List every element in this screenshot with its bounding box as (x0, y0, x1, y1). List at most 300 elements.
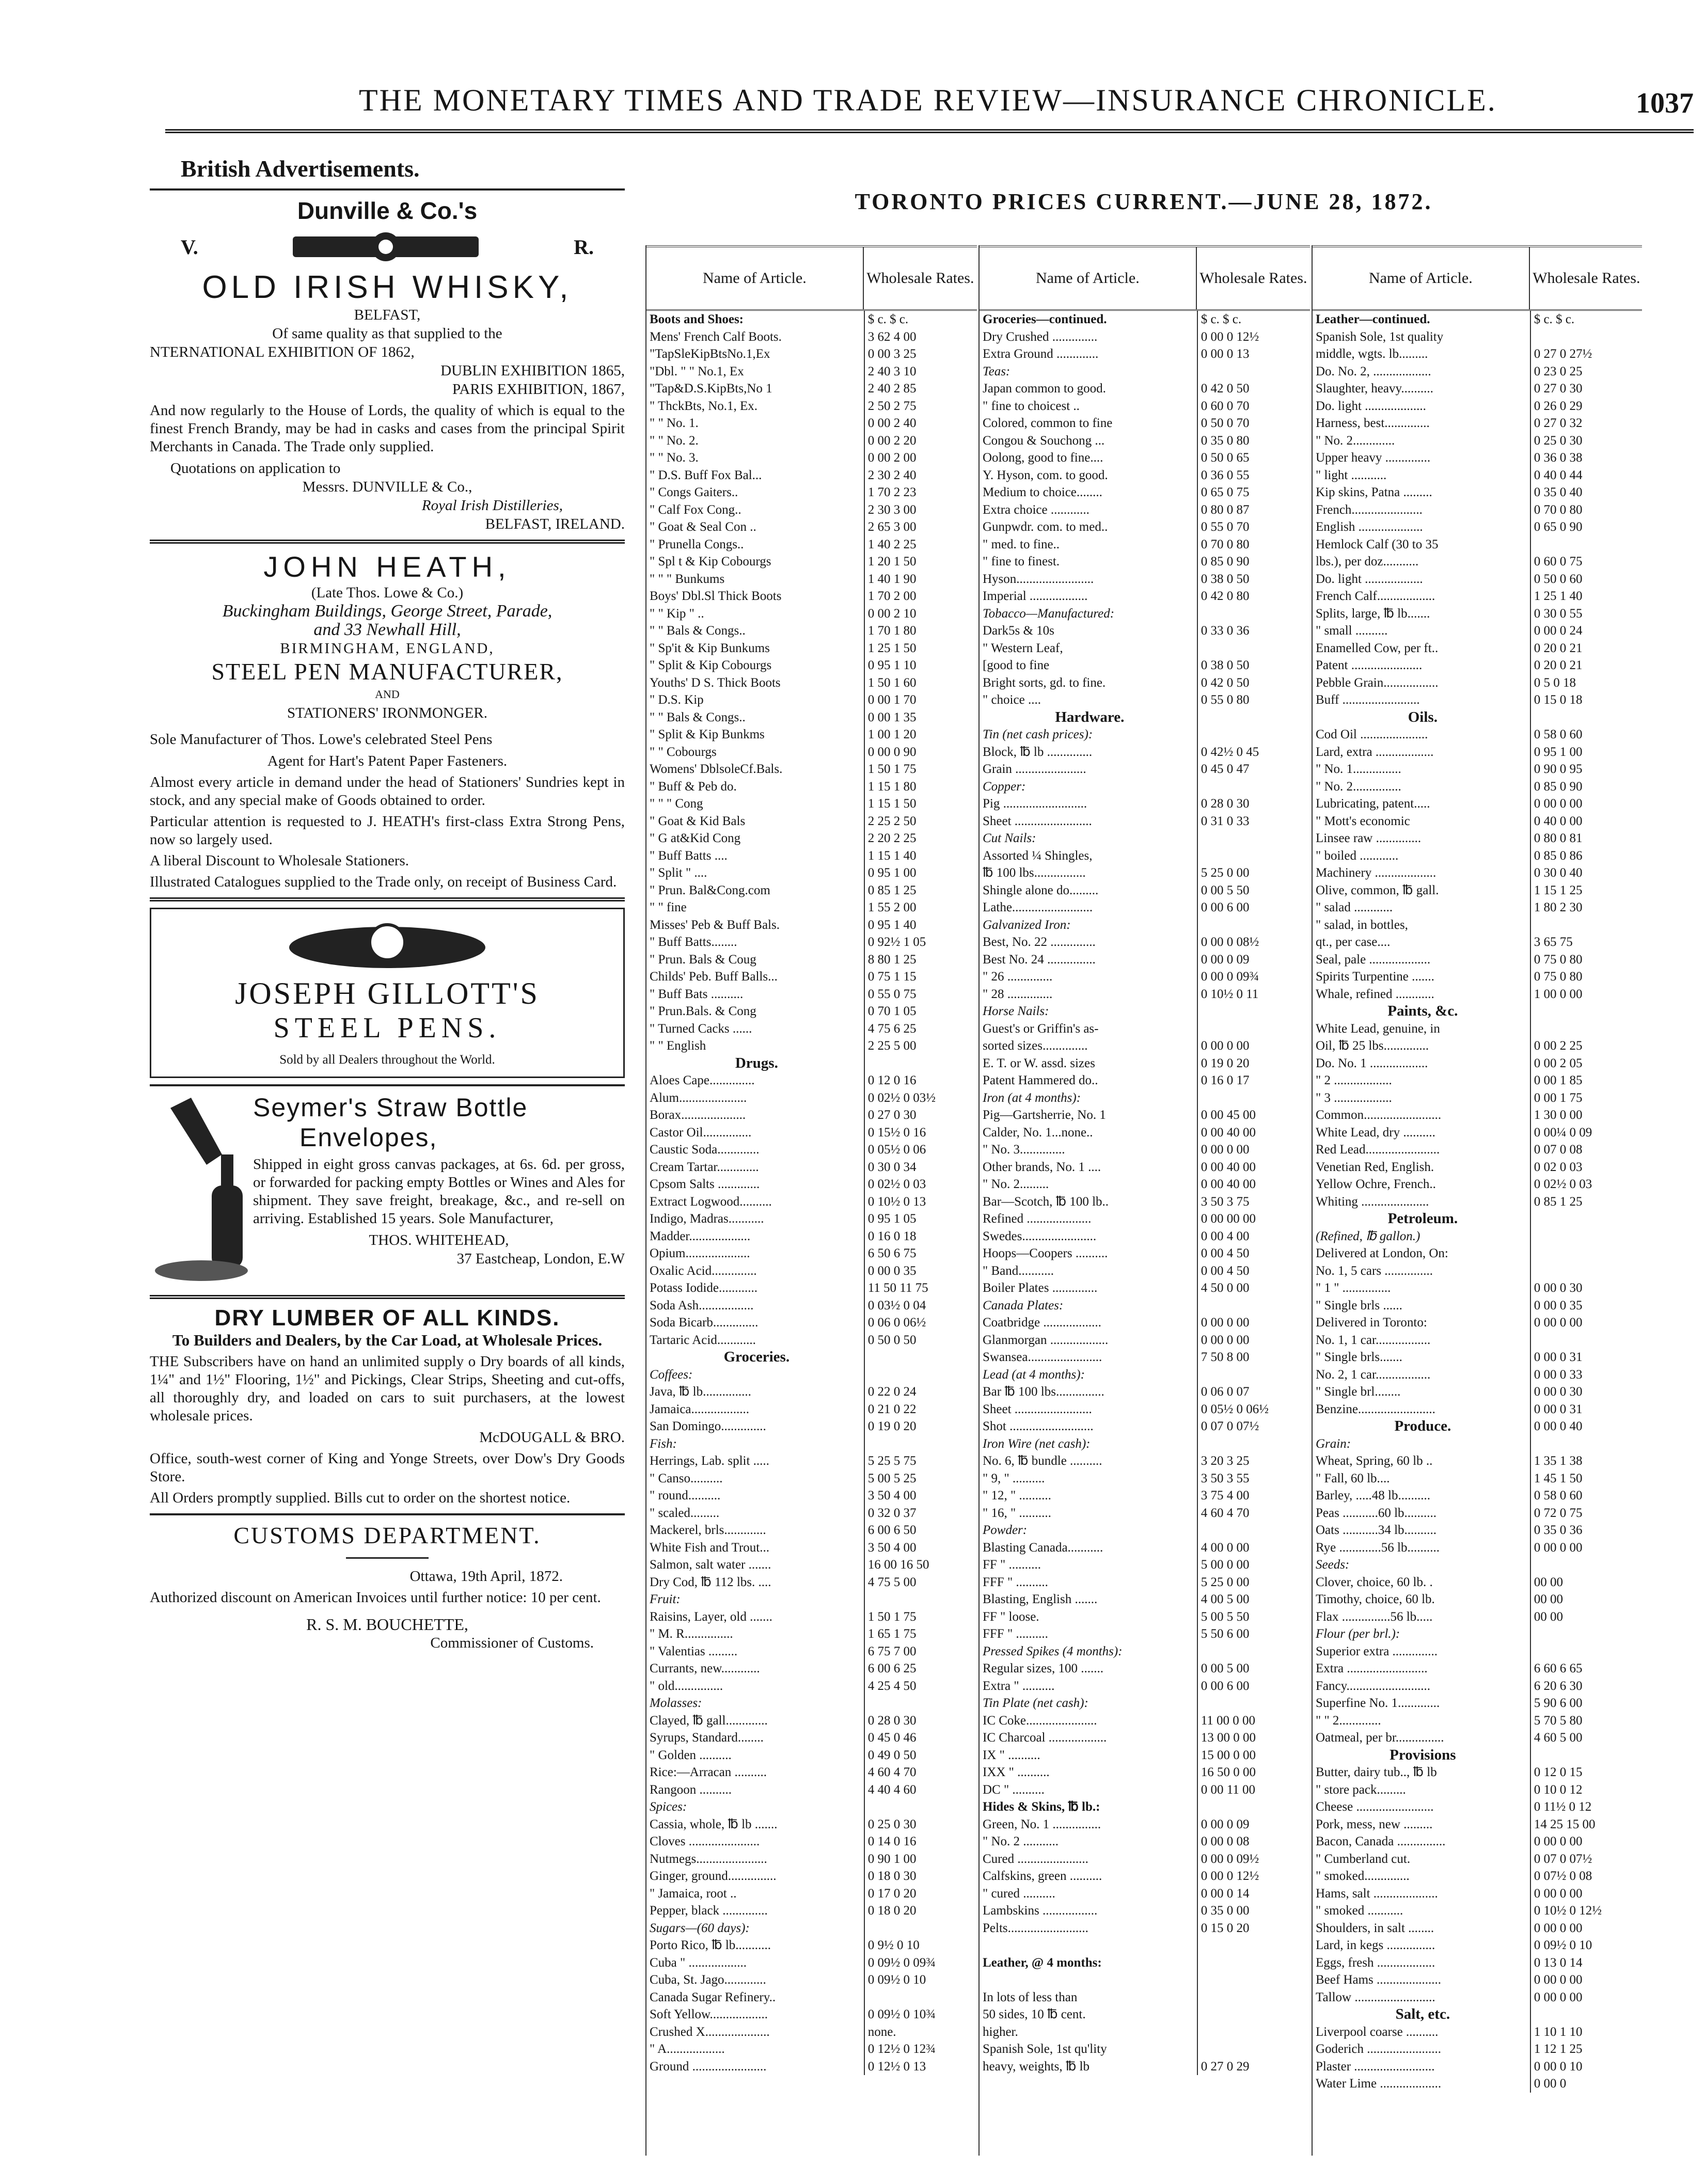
wholesale-rate: 0 00 0 (1530, 2075, 1642, 2093)
heath-address-1: Buckingham Buildings, George Street, Parade, (222, 602, 552, 621)
price-row (646, 588, 977, 605)
gillott-sub: STEEL PENS. (273, 1012, 501, 1044)
article-name: Medium to choice........ (983, 485, 1102, 499)
price-row (980, 1245, 1310, 1262)
wholesale-rate: 0 09½ 0 09¾ (864, 1954, 977, 1972)
wholesale-rate (1530, 1747, 1642, 1764)
price-row (980, 830, 1310, 847)
article-name: Cpsom Salts ............. (650, 1177, 760, 1191)
price-row (980, 1989, 1310, 2006)
price-row (980, 2040, 1310, 2058)
wholesale-rate: 5 00 5 25 (864, 1470, 977, 1487)
price-row (646, 1159, 977, 1176)
wholesale-rate: 3 50 3 55 (1197, 1470, 1310, 1487)
article-name: Best No. 24 ............... (983, 952, 1096, 967)
wholesale-rate (1197, 640, 1310, 657)
article-name: (Refined, ℔ gallon.) (1316, 1229, 1420, 1243)
price-row (646, 1435, 977, 1453)
wholesale-rate: 0 30 0 40 (1530, 864, 1642, 882)
article-name: " smoked ........... (1316, 1904, 1403, 1918)
price-row (1313, 795, 1642, 813)
wholesale-rate: 1 70 2 00 (864, 588, 977, 605)
article-name: " 3 .................. (1316, 1090, 1392, 1105)
price-row (1313, 1850, 1642, 1868)
article-name: Butter, dairy tub.., ℔ lb (1316, 1765, 1437, 1779)
heath-para-3: Almost every article in demand under the head of Stationers' Sundries kept in stock, and any special make of Goods obtained to order. (150, 774, 625, 809)
article-name: " " " Cong (650, 797, 703, 811)
wholesale-rate: 5 25 0 00 (1197, 864, 1310, 882)
price-row (1313, 1037, 1642, 1055)
dunville-signature-2: Royal Irish Distilleries, (421, 497, 563, 514)
wholesale-rate: 4 00 5 00 (1197, 1591, 1310, 1608)
price-row (1313, 830, 1642, 847)
wholesale-rate: 0 00 2 05 (1530, 1055, 1642, 1072)
article-name: White Lead, dry .......... (1316, 1125, 1435, 1140)
wholesale-rate (1197, 1695, 1310, 1712)
price-row (1313, 1106, 1642, 1124)
price-row (646, 1505, 977, 1522)
wholesale-rate: 4 50 0 00 (1197, 1279, 1310, 1297)
article-name: Bar—Scotch, ℔ 100 lb.. (983, 1194, 1109, 1209)
wholesale-rate: 6 00 6 50 (864, 1522, 977, 1539)
wholesale-rate: 11 50 11 75 (864, 1279, 977, 1297)
price-row (980, 761, 1310, 778)
wholesale-rate: 14 25 15 00 (1530, 1816, 1642, 1833)
price-row (1313, 1176, 1642, 1193)
wholesale-rate: 0 00 0 35 (864, 1262, 977, 1280)
price-row (1313, 1210, 1642, 1228)
price-row (1313, 986, 1642, 1003)
article-name: Extract Logwood.......... (650, 1194, 772, 1209)
wholesale-rate: 0 15 0 20 (1197, 1920, 1310, 1937)
article-name: 50 sides, 10 ℔ cent. (983, 2007, 1086, 2021)
wholesale-rate: $ c. $ c. (1197, 311, 1310, 328)
article-name: Do. No. 1 .................. (1316, 1056, 1428, 1070)
price-row (646, 536, 977, 553)
wholesale-rate (1197, 1089, 1310, 1107)
price-row (980, 1660, 1310, 1677)
wholesale-rate: 0 00 11 00 (1197, 1781, 1310, 1799)
price-row (646, 311, 977, 328)
article-name: Childs' Peb. Buff Balls... (650, 970, 778, 984)
wholesale-rate (1197, 1003, 1310, 1020)
wholesale-rate: 0 75 1 15 (864, 968, 977, 986)
wholesale-rate (1197, 1643, 1310, 1660)
wholesale-rate: 3 50 4 00 (864, 1487, 977, 1505)
wholesale-rate: 0 15 0 18 (1530, 691, 1642, 709)
article-name: Paints, &c. (1387, 1003, 1458, 1019)
price-row (1313, 1332, 1642, 1349)
royal-arms-ornament-icon (288, 229, 484, 265)
price-row (1313, 1660, 1642, 1677)
price-row (980, 1003, 1310, 1020)
price-row (980, 328, 1310, 346)
price-row (1313, 1470, 1642, 1487)
wholesale-rate: 3 65 75 (1530, 933, 1642, 951)
article-name: " Buff Batts .... (650, 848, 728, 863)
article-name: Dry Crushed .............. (983, 329, 1098, 344)
wholesale-rate (1530, 916, 1642, 934)
price-row (980, 1798, 1310, 1816)
wholesale-rate: 0 11½ 0 12 (1530, 1798, 1642, 1816)
price-row (980, 1522, 1310, 1539)
article-name: Hams, salt .................... (1316, 1886, 1438, 1901)
wholesale-rate: 2 20 2 25 (864, 830, 977, 847)
price-row (1313, 1539, 1642, 1557)
price-row (646, 518, 977, 536)
page-header (155, 77, 1694, 134)
price-row (1313, 778, 1642, 796)
article-name: Bar ℔ 100 lbs............... (983, 1385, 1104, 1399)
heath-title: JOHN HEATH, (263, 550, 511, 583)
wholesale-rate: 5 00 5 50 (1197, 1608, 1310, 1626)
wholesale-rate: 3 62 4 00 (864, 328, 977, 346)
price-row (1313, 1055, 1642, 1072)
wholesale-rate: 6 60 6 65 (1530, 1660, 1642, 1677)
price-row (646, 1522, 977, 1539)
article-name: Iron (at 4 months): (983, 1090, 1081, 1105)
heath-para-4: Particular attention is requested to J. HEATH's first-class Extra Strong Pens, now so largely used. (150, 813, 625, 848)
wholesale-rate: 0 92½ 1 05 (864, 933, 977, 951)
price-row (1313, 1695, 1642, 1712)
price-row (980, 1279, 1310, 1297)
price-row (1313, 1279, 1642, 1297)
price-row (1313, 518, 1642, 536)
dunville-line1: Of same quality as that supplied to the (272, 325, 502, 342)
article-name: Delivered in Toronto: (1316, 1316, 1427, 1330)
column-header (646, 245, 977, 311)
price-row (646, 1920, 977, 1937)
wholesale-rate (1530, 536, 1642, 553)
wholesale-rate: 2 25 2 50 (864, 813, 977, 830)
customs-body: Authorized discount on American Invoices until further notice: 10 per cent. (150, 1589, 601, 1606)
article-name: Sugars—(60 days): (650, 1921, 750, 1935)
wholesale-rate: 0 00 4 50 (1197, 1245, 1310, 1262)
price-row (1313, 363, 1642, 381)
wholesale-rate: 0 00 45 00 (1197, 1106, 1310, 1124)
price-row (1313, 1902, 1642, 1920)
wholesale-rate: 0 00 1 35 (864, 709, 977, 726)
article-name: " Buff & Peb do. (650, 779, 737, 794)
wholesale-rate: 0 95 1 40 (864, 916, 977, 934)
wholesale-rate (1530, 328, 1642, 346)
wholesale-rate: 0 70 0 80 (1197, 536, 1310, 553)
article-name: Castor Oil............... (650, 1125, 752, 1140)
price-row (980, 1055, 1310, 1072)
wholesale-rate (864, 1591, 977, 1608)
wholesale-rate: 0 00 0 31 (1530, 1401, 1642, 1418)
wholesale-rate: 0 00 0 10 (1530, 2058, 1642, 2076)
seymer-signature-1: THOS. WHITEHEAD, (369, 1232, 509, 1248)
price-row (1313, 1833, 1642, 1850)
price-row (980, 1314, 1310, 1332)
article-name: Rye .............56 lb.......... (1316, 1540, 1440, 1555)
seymer-ad (150, 1093, 625, 1289)
wholesale-rate: 1 35 1 38 (1530, 1452, 1642, 1470)
wholesale-rate: 0 90 1 00 (864, 1850, 977, 1868)
price-row (980, 2006, 1310, 2023)
wholesale-rate: 00 00 (1530, 1608, 1642, 1626)
price-row (1313, 1349, 1642, 1366)
price-row (646, 484, 977, 501)
article-name: Lubricating, patent..... (1316, 797, 1430, 811)
price-row (980, 1089, 1310, 1107)
price-row (1313, 674, 1642, 692)
article-name: Spirits Turpentine ....... (1316, 970, 1434, 984)
article-name: " Split & Kip Cobourgs (650, 658, 772, 672)
heath-para-6: Illustrated Catalogues supplied to the Trade only, on receipt of Business Card. (150, 874, 617, 890)
price-row (980, 933, 1310, 951)
price-row (646, 743, 977, 761)
price-row (1313, 933, 1642, 951)
article-name: Splits, large, ℔ lb....... (1316, 606, 1430, 621)
article-name: Extra Ground ............. (983, 347, 1099, 361)
price-row (1313, 691, 1642, 709)
price-row (646, 1210, 977, 1228)
article-name: Cuba, St. Jago............. (650, 1973, 766, 1987)
article-name: Opium.................... (650, 1246, 750, 1260)
name-of-article-header: Name of Article. (1368, 270, 1473, 287)
price-row (1313, 1920, 1642, 1937)
wholesale-rate: 0 00 1 70 (864, 691, 977, 709)
price-column-2 (978, 245, 1310, 2156)
wholesale-rate: 1 80 2 30 (1530, 899, 1642, 916)
wholesale-rate: 0 00 0 00 (1197, 1332, 1310, 1349)
price-row (646, 778, 977, 796)
price-row (1313, 2040, 1642, 2058)
wholesale-rate (1197, 847, 1310, 865)
seymer-signature-2: 37 Eastcheap, London, E.W (456, 1251, 625, 1267)
article-name: Potass Iodide............ (650, 1281, 758, 1295)
wholesale-rate: 0 35 0 80 (1197, 432, 1310, 450)
article-name: Oxalic Acid.............. (650, 1263, 757, 1278)
gillott-ad (150, 908, 625, 1078)
wholesale-rate: 0 85 0 86 (1530, 847, 1642, 865)
wholesale-rate: 0 85 0 90 (1530, 778, 1642, 796)
article-name: Groceries. (723, 1349, 790, 1365)
wholesale-rate: 0 00 2 25 (1530, 1037, 1642, 1055)
price-row (1313, 761, 1642, 778)
price-row (646, 1833, 977, 1850)
price-row (980, 709, 1310, 726)
wholesale-rate: 0 95 1 00 (864, 864, 977, 882)
article-name: Lard, in kegs ............... (1316, 1938, 1435, 1952)
price-row (1313, 1072, 1642, 1089)
wholesale-rate: 0 00 0 30 (1530, 1279, 1642, 1297)
wholesale-rate: 0 50 0 70 (1197, 415, 1310, 432)
price-row (646, 847, 977, 865)
article-name: " Canso.......... (650, 1471, 723, 1485)
wholesale-rate (1530, 1643, 1642, 1660)
article-name: higher. (983, 2024, 1018, 2039)
price-row (1313, 1401, 1642, 1418)
article-name: Wheat, Spring, 60 lb .. (1316, 1454, 1433, 1468)
price-row (980, 588, 1310, 605)
price-row (1313, 1868, 1642, 1885)
bottle-illustration-icon (150, 1093, 253, 1289)
article-name: " No. 2 ........... (983, 1834, 1059, 1848)
wholesale-rate (864, 1920, 977, 1937)
divider (150, 188, 625, 191)
customs-ad (150, 1522, 625, 1652)
wholesale-rate: 0 23 0 25 (1530, 363, 1642, 381)
wholesale-rate: 2 65 3 00 (864, 518, 977, 536)
article-name: Green, No. 1 ............... (983, 1817, 1101, 1831)
price-row (980, 1452, 1310, 1470)
article-name: Assorted ¼ Shingles, (983, 848, 1093, 863)
price-row (646, 415, 977, 432)
article-name: Cut Nails: (983, 831, 1036, 845)
wholesale-rate: 1 50 1 60 (864, 674, 977, 692)
wholesale-rate (1197, 605, 1310, 623)
customs-title: CUSTOMS DEPARTMENT. (233, 1522, 541, 1548)
price-row (1313, 968, 1642, 986)
wholesale-rate: 1 20 1 50 (864, 553, 977, 571)
wholesale-rate: 0 00¼ 0 09 (1530, 1124, 1642, 1142)
article-name: Lead (at 4 months): (983, 1367, 1085, 1382)
wholesale-rate: 0 31 0 33 (1197, 813, 1310, 830)
article-name: English .................... (1316, 520, 1423, 534)
article-name: " Goat & Seal Con .. (650, 520, 756, 534)
article-name: Horse Nails: (983, 1004, 1049, 1018)
wholesale-rate (864, 1695, 977, 1712)
article-name: Rice:—Arracan .......... (650, 1765, 767, 1779)
article-name: Lard, extra .................. (1316, 745, 1434, 759)
wholesale-rate: 0 00 0 00 (1530, 1989, 1642, 2006)
article-name: No. 1, 5 cars ............... (1316, 1263, 1433, 1278)
article-name: Blasting, English ....... (983, 1592, 1098, 1606)
price-row (646, 726, 977, 743)
price-row (980, 501, 1310, 519)
divider (346, 1557, 429, 1559)
wholesale-rate: 4 75 6 25 (864, 1020, 977, 1038)
article-name: Shoulders, in salt ........ (1316, 1921, 1434, 1935)
price-row (646, 1003, 977, 1020)
customs-date: Ottawa, 19th April, 1872. (409, 1568, 563, 1585)
price-row (646, 2023, 977, 2041)
wholesale-rate: 0 10 0 12 (1530, 1781, 1642, 1799)
article-name: Seal, pale ................... (1316, 952, 1431, 967)
article-name: "Dbl. " " No.1, Ex (650, 364, 744, 378)
wholesale-rate: 6 50 6 75 (864, 1245, 977, 1262)
article-name: Do. light .................. (1316, 572, 1423, 586)
wholesale-rate: 1 15 1 25 (1530, 882, 1642, 899)
article-name: " boiled ............ (1316, 848, 1399, 863)
dunville-title: Dunville & Co.'s (297, 197, 478, 224)
price-row (646, 674, 977, 692)
wholesale-rate: 0 00 0 90 (864, 743, 977, 761)
wholesale-rate: 0 49 0 50 (864, 1747, 977, 1764)
wholesale-rate: 4 60 5 00 (1530, 1729, 1642, 1747)
wholesale-rate: 0 65 0 90 (1530, 518, 1642, 536)
wholesale-rate: 0 00 0 00 (1197, 1314, 1310, 1332)
wholesale-rate: 0 00 2 00 (864, 449, 977, 467)
price-row (646, 1747, 977, 1764)
price-row (646, 1608, 977, 1626)
price-row (980, 536, 1310, 553)
article-name: Guest's or Griffin's as- (983, 1021, 1099, 1036)
article-name: Gunpwdr. com. to med.. (983, 520, 1108, 534)
wholesale-rates-header: Wholesale Rates. (1196, 247, 1310, 309)
seymer-title-2: Envelopes, (299, 1123, 438, 1152)
wholesale-rate: 0 00 0 00 (1530, 1833, 1642, 1850)
price-row (980, 1625, 1310, 1643)
price-row (980, 1954, 1310, 1972)
page-number: 1037 (1636, 87, 1694, 119)
wholesale-rate: 0 42 0 50 (1197, 674, 1310, 692)
price-row (980, 1106, 1310, 1124)
wholesale-rate: 0 42 0 80 (1197, 588, 1310, 605)
wholesale-rate: 0 00 4 50 (1197, 1262, 1310, 1280)
wholesale-rate: 0 12 0 15 (1530, 1764, 1642, 1781)
wholesale-rate: 0 00 0 00 (1197, 1037, 1310, 1055)
article-name: Dry Cod, ℔ 112 lbs. .... (650, 1575, 771, 1589)
article-name: Petroleum. (1387, 1210, 1458, 1227)
article-name: Cloves ...................... (650, 1834, 760, 1848)
wholesale-rate (1530, 1210, 1642, 1228)
price-row (1313, 553, 1642, 571)
article-name: Soda Ash................. (650, 1298, 754, 1312)
dunville-product: OLD IRISH WHISKY, (202, 270, 573, 305)
wholesale-rate: 0 16 0 18 (864, 1228, 977, 1245)
article-name: " Valentias ......... (650, 1644, 738, 1658)
price-row (980, 380, 1310, 398)
price-row (980, 743, 1310, 761)
article-name: Mens' French Calf Boots. (650, 329, 782, 344)
wholesale-rate (1197, 1297, 1310, 1315)
wholesale-rate: 0 00 40 00 (1197, 1159, 1310, 1176)
article-name: Flax ...............56 lb..... (1316, 1609, 1433, 1624)
price-row (646, 1262, 977, 1280)
article-name: Peas ...........60 lb.......... (1316, 1506, 1437, 1520)
price-row (1313, 2058, 1642, 2076)
price-row (980, 1262, 1310, 1280)
price-row (1313, 1937, 1642, 1954)
article-name: Cassia, whole, ℔ lb ....... (650, 1817, 778, 1831)
price-row (646, 2006, 977, 2023)
price-row (1313, 2023, 1642, 2041)
article-name: Imperial .................. (983, 589, 1088, 603)
price-row (646, 1418, 977, 1435)
article-name: Womens' DblsoleCf.Bals. (650, 762, 783, 776)
price-row (1313, 1245, 1642, 1262)
wholesale-rate: 1 12 1 25 (1530, 2040, 1642, 2058)
wholesale-rate: 0 33 0 36 (1197, 622, 1310, 640)
wholesale-rate: 0 00 0 30 (1530, 1383, 1642, 1401)
article-name: " G at&Kid Cong (650, 831, 741, 845)
article-name: Oil, ℔ 25 lbs.............. (1316, 1039, 1429, 1053)
article-name: Dark5s & 10s (983, 624, 1054, 638)
wholesale-rate: 0 25 0 30 (864, 1816, 977, 1833)
article-name: " No. 2......... (983, 1177, 1049, 1191)
wholesale-rate: 0 20 0 21 (1530, 657, 1642, 674)
price-row (646, 501, 977, 519)
price-row (646, 398, 977, 415)
price-row (1313, 1435, 1642, 1453)
price-row (646, 1868, 977, 1885)
wholesale-rate (864, 1989, 977, 2006)
price-row (980, 1850, 1310, 1868)
article-name: Cheese ........................ (1316, 1800, 1434, 1814)
price-rows (1313, 311, 1642, 2093)
article-name: Iron Wire (net cash): (983, 1436, 1091, 1451)
article-name: " cured .......... (983, 1886, 1055, 1901)
price-row (980, 449, 1310, 467)
wholesale-rate (864, 1055, 977, 1072)
price-row (646, 1816, 977, 1833)
wholesale-rate (1530, 709, 1642, 726)
article-name: FF " .......... (983, 1558, 1041, 1572)
